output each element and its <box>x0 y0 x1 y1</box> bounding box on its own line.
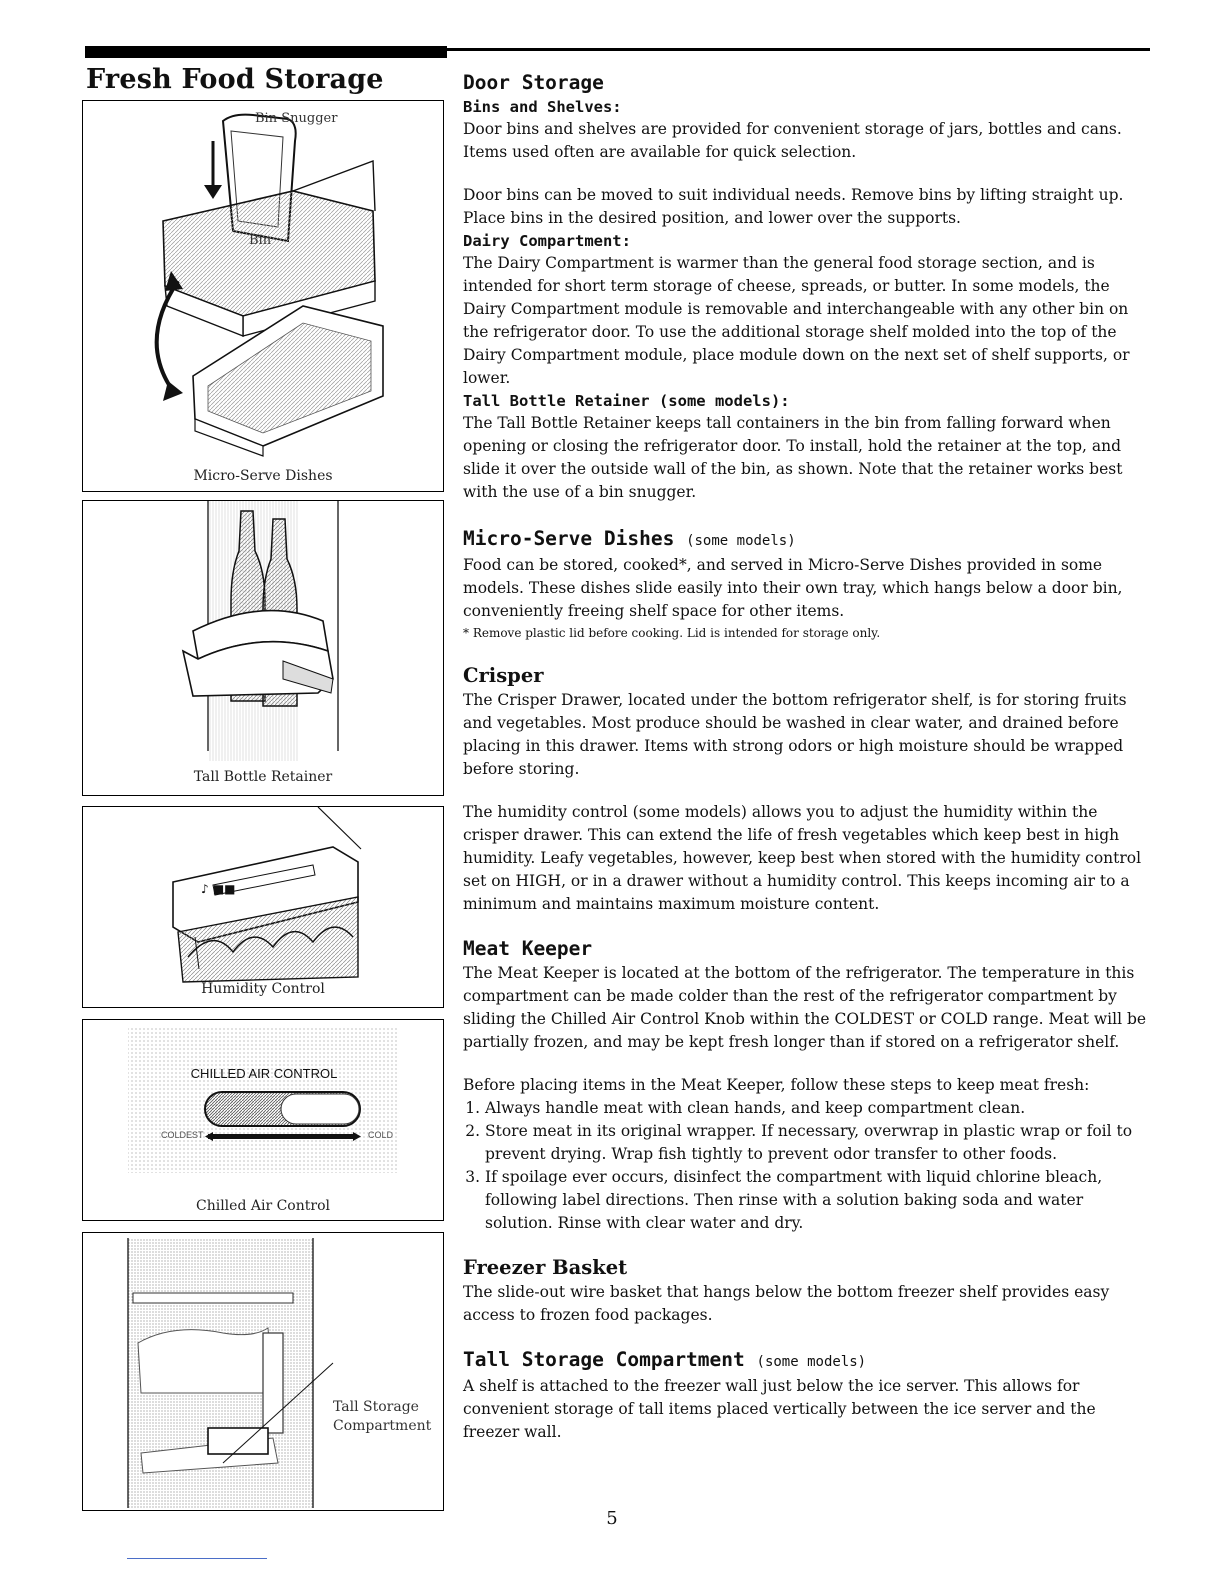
header-rule-thin <box>85 48 1150 51</box>
page-number: 5 <box>606 1508 618 1529</box>
bin-label: Bin <box>249 233 272 248</box>
coldest-label: COLDEST <box>161 1130 204 1140</box>
paragraph-tall-bottle: The Tall Bottle Retainer keeps tall containers in the bin from falling forward when opening or closing the refrigerator door. To install, hold the retainer at the top, and slide it over the outside wall of the bin, as shown. Note that the retainer works best with the use of a bin snugger. <box>463 414 1123 501</box>
micro-serve-title-text: Micro-Serve Dishes <box>463 527 675 550</box>
paragraph-bins-1: Door bins and shelves are provided for convenient storage of jars, bottles and cans. Items used often are available for quick selection. <box>463 120 1122 161</box>
tall-storage-title-text: Tall Storage Compartment <box>463 1348 745 1371</box>
footnote-micro-serve: * Remove plastic lid before cooking. Lid is intended for storage only. <box>463 626 881 640</box>
tall-storage-title-note: (some models) <box>756 1354 867 1370</box>
list-item: 1. Always handle meat with clean hands, and keep compartment clean. <box>485 1097 1153 1120</box>
paragraph-tall-storage: A shelf is attached to the freezer wall just below the ice server. This allows for convenient storage of tall items placed vertically between the ice server and the freezer wall. <box>463 1377 1096 1441</box>
meat-keeper-steps <box>463 1097 1153 1235</box>
subheading-dairy: Dairy Compartment: <box>463 232 631 250</box>
paragraph-bins-2: Door bins can be moved to suit individual needs. Remove bins by lifting straight up. Place bins in the desired position, and lower over the supports. <box>463 186 1124 227</box>
paragraph-crisper-2: The humidity control (some models) allows you to adjust the humidity within the crisper drawer. This can extend the life of fresh vegetables which keep best in high humidity. Leafy vegetables, however, keep best when stored with the humidity control set on HIGH, or in a drawer without a humidity control. This keeps incoming air to a minimum and maintains maximum moisture content. <box>463 803 1142 913</box>
micro-serve-title-note: (some models) <box>686 533 796 549</box>
list-item: 2. Store meat in its original wrapper. If necessary, overwrap in plastic wrap or foil to prevent drying. Wrap fish tightly to prevent odor transfer to other foods. <box>485 1120 1153 1166</box>
section-title-micro-serve <box>463 526 1153 554</box>
figure-bottle-retainer <box>82 500 444 796</box>
header-rule <box>85 46 1150 58</box>
footer-link-underline <box>127 1558 267 1559</box>
paragraph-meat-keeper-1: The Meat Keeper is located at the bottom of the refrigerator. The temperature in this compartment can be made colder than the rest of the refrigerator compartment by sliding the Chilled Air Control Knob within the COLDEST or COLD range. Meat will be partially frozen, and may be kept fresh longer than if stored on a refrigerator shelf. <box>463 964 1147 1051</box>
figure-caption: Chilled Air Control <box>196 1198 330 1214</box>
paragraph-crisper-1: The Crisper Drawer, located under the bottom refrigerator shelf, is for storing fruits and vegetables. Most produce should be washed in clear water, and drained before placing in this drawer. Items with strong odors or high moisture should be wrapped before storing. <box>463 691 1127 778</box>
subheading-bins-shelves: Bins and Shelves: <box>463 98 622 116</box>
section-title-meat-keeper: Meat Keeper <box>463 937 593 960</box>
humidity-control-drawing <box>83 807 444 1008</box>
subheading-tall-bottle: Tall Bottle Retainer (some models): <box>463 392 790 410</box>
tall-storage-label-line1: Tall Storage <box>333 1399 419 1415</box>
paragraph-freezer-basket: The slide-out wire basket that hangs below the bottom freezer shelf provides easy access to frozen food packages. <box>463 1283 1110 1324</box>
section-title-tall-storage <box>463 1347 1153 1375</box>
bin-snugger-label: Bin Snugger <box>255 111 338 126</box>
section-title-freezer-basket: Freezer Basket <box>463 1256 628 1279</box>
chilled-air-control-drawing <box>83 1020 444 1221</box>
paragraph-meat-keeper-2: Before placing items in the Meat Keeper, follow these steps to keep meat fresh: <box>463 1076 1090 1094</box>
section-title-crisper: Crisper <box>463 664 544 687</box>
figure-tall-storage <box>82 1232 444 1511</box>
figure-caption: Humidity Control <box>201 981 325 997</box>
figure-bin-illustration <box>82 100 444 492</box>
tall-storage-label-line2: Compartment <box>333 1418 432 1434</box>
paragraph-micro-serve: Food can be stored, cooked*, and served in Micro-Serve Dishes provided in some models. These dishes slide easily into their own tray, which hangs below a door bin, conveniently freeing shelf space for other items. <box>463 556 1123 620</box>
chilled-air-panel-text: CHILLED AIR CONTROL <box>190 1066 338 1081</box>
content-column <box>463 70 1153 1444</box>
section-title-door-storage: Door Storage <box>463 71 604 94</box>
bottle-retainer-drawing <box>83 501 444 796</box>
page-title: Fresh Food Storage <box>86 64 384 95</box>
figure-caption: Micro-Serve Dishes <box>193 468 333 484</box>
figure-chilled-air-control <box>82 1019 444 1221</box>
door-bin-drawing <box>83 101 444 492</box>
figure-caption: Tall Bottle Retainer <box>193 769 333 785</box>
cold-label: COLD <box>368 1130 394 1140</box>
list-item: 3. If spoilage ever occurs, disinfect the compartment with liquid chlorine bleach, following label directions. Then rinse with a solution baking soda and water solution. Rinse with clear water and dry. <box>485 1166 1153 1235</box>
paragraph-dairy: The Dairy Compartment is warmer than the general food storage section, and is intended for short term storage of cheese, spreads, or butter. In some models, the Dairy Compartment module is removable and interchangeable with any other bin on the refrigerator door. To use the additional storage shelf molded into the top of the Dairy Compartment module, place module down on the next set of shelf supports, or lower. <box>463 254 1130 387</box>
svg-text:♪ ■■: ♪ ■■ <box>201 882 236 896</box>
tall-storage-drawing <box>83 1233 444 1511</box>
figure-humidity-control <box>82 806 444 1008</box>
